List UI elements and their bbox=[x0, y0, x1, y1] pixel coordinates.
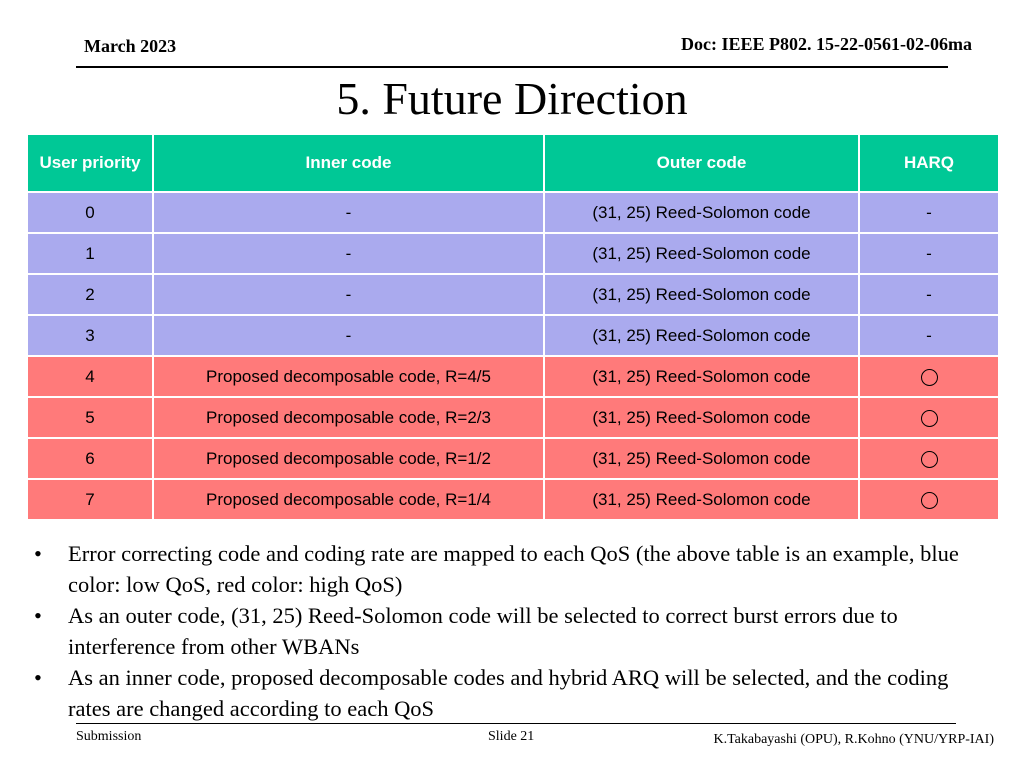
qos-mapping-table bbox=[26, 133, 1000, 521]
cell-priority: 0 bbox=[27, 192, 153, 233]
cell-outer-code: (31, 25) Reed-Solomon code bbox=[544, 192, 859, 233]
cell-inner-code: - bbox=[153, 274, 544, 315]
slide-title: 5. Future Direction bbox=[336, 73, 688, 124]
table-row bbox=[27, 438, 999, 479]
harq-enabled-circle-icon bbox=[921, 451, 938, 468]
header-rule bbox=[76, 66, 948, 68]
footer-rule bbox=[76, 723, 956, 724]
cell-inner-code: - bbox=[153, 315, 544, 356]
bullet-dot-icon: • bbox=[34, 541, 42, 566]
cell-inner-code: Proposed decomposable code, R=2/3 bbox=[153, 397, 544, 438]
table-header-row bbox=[27, 134, 999, 192]
cell-harq: - bbox=[859, 233, 999, 274]
cell-inner-code: Proposed decomposable code, R=1/4 bbox=[153, 479, 544, 520]
cell-priority: 1 bbox=[27, 233, 153, 274]
cell-priority: 2 bbox=[27, 274, 153, 315]
table-row bbox=[27, 192, 999, 233]
table-row bbox=[27, 479, 999, 520]
header-doc-id: Doc: IEEE P802. 15-22-0561-02-06ma bbox=[681, 34, 972, 54]
col-harq: HARQ bbox=[859, 134, 999, 192]
bullet-item: • Error correcting code and coding rate are mapped to each QoS (the above table is an example, blue color: low QoS, red color: high QoS) bbox=[30, 538, 980, 600]
cell-outer-code: (31, 25) Reed-Solomon code bbox=[544, 438, 859, 479]
cell-outer-code: (31, 25) Reed-Solomon code bbox=[544, 479, 859, 520]
cell-priority: 3 bbox=[27, 315, 153, 356]
cell-harq bbox=[859, 397, 999, 438]
cell-outer-code: (31, 25) Reed-Solomon code bbox=[544, 397, 859, 438]
harq-enabled-circle-icon bbox=[921, 410, 938, 427]
bullet-list bbox=[30, 538, 980, 724]
cell-harq: - bbox=[859, 315, 999, 356]
cell-outer-code: (31, 25) Reed-Solomon code bbox=[544, 315, 859, 356]
cell-priority: 4 bbox=[27, 356, 153, 397]
table-row bbox=[27, 315, 999, 356]
cell-outer-code: (31, 25) Reed-Solomon code bbox=[544, 233, 859, 274]
bullet-dot-icon: • bbox=[34, 603, 42, 628]
col-inner-code: Inner code bbox=[153, 134, 544, 192]
cell-harq bbox=[859, 479, 999, 520]
cell-priority: 7 bbox=[27, 479, 153, 520]
cell-inner-code: Proposed decomposable code, R=1/2 bbox=[153, 438, 544, 479]
cell-outer-code: (31, 25) Reed-Solomon code bbox=[544, 274, 859, 315]
col-outer-code: Outer code bbox=[544, 134, 859, 192]
cell-priority: 6 bbox=[27, 438, 153, 479]
cell-inner-code: Proposed decomposable code, R=4/5 bbox=[153, 356, 544, 397]
cell-harq bbox=[859, 438, 999, 479]
harq-enabled-circle-icon bbox=[921, 369, 938, 386]
table-row bbox=[27, 356, 999, 397]
cell-harq: - bbox=[859, 192, 999, 233]
cell-harq bbox=[859, 356, 999, 397]
footer-submission: Submission bbox=[76, 729, 142, 744]
bullet-item: • As an outer code, (31, 25) Reed-Solomon code will be selected to correct burst errors due to interference from other WBANs bbox=[30, 600, 980, 662]
cell-priority: 5 bbox=[27, 397, 153, 438]
header-date: March 2023 bbox=[84, 36, 177, 56]
footer-slide-number: Slide 21 bbox=[488, 729, 535, 744]
footer-authors: K.Takabayashi (OPU), R.Kohno (YNU/YRP-IAI) bbox=[713, 732, 994, 747]
table-row bbox=[27, 397, 999, 438]
cell-outer-code: (31, 25) Reed-Solomon code bbox=[544, 356, 859, 397]
cell-inner-code: - bbox=[153, 192, 544, 233]
bullet-dot-icon: • bbox=[34, 665, 42, 690]
harq-enabled-circle-icon bbox=[921, 492, 938, 509]
bullet-item: • As an inner code, proposed decomposable codes and hybrid ARQ will be selected, and the coding rates are changed according to each QoS bbox=[30, 662, 980, 724]
table-row bbox=[27, 274, 999, 315]
cell-harq: - bbox=[859, 274, 999, 315]
cell-inner-code: - bbox=[153, 233, 544, 274]
col-user-priority: User priority bbox=[27, 134, 153, 192]
table-row bbox=[27, 233, 999, 274]
